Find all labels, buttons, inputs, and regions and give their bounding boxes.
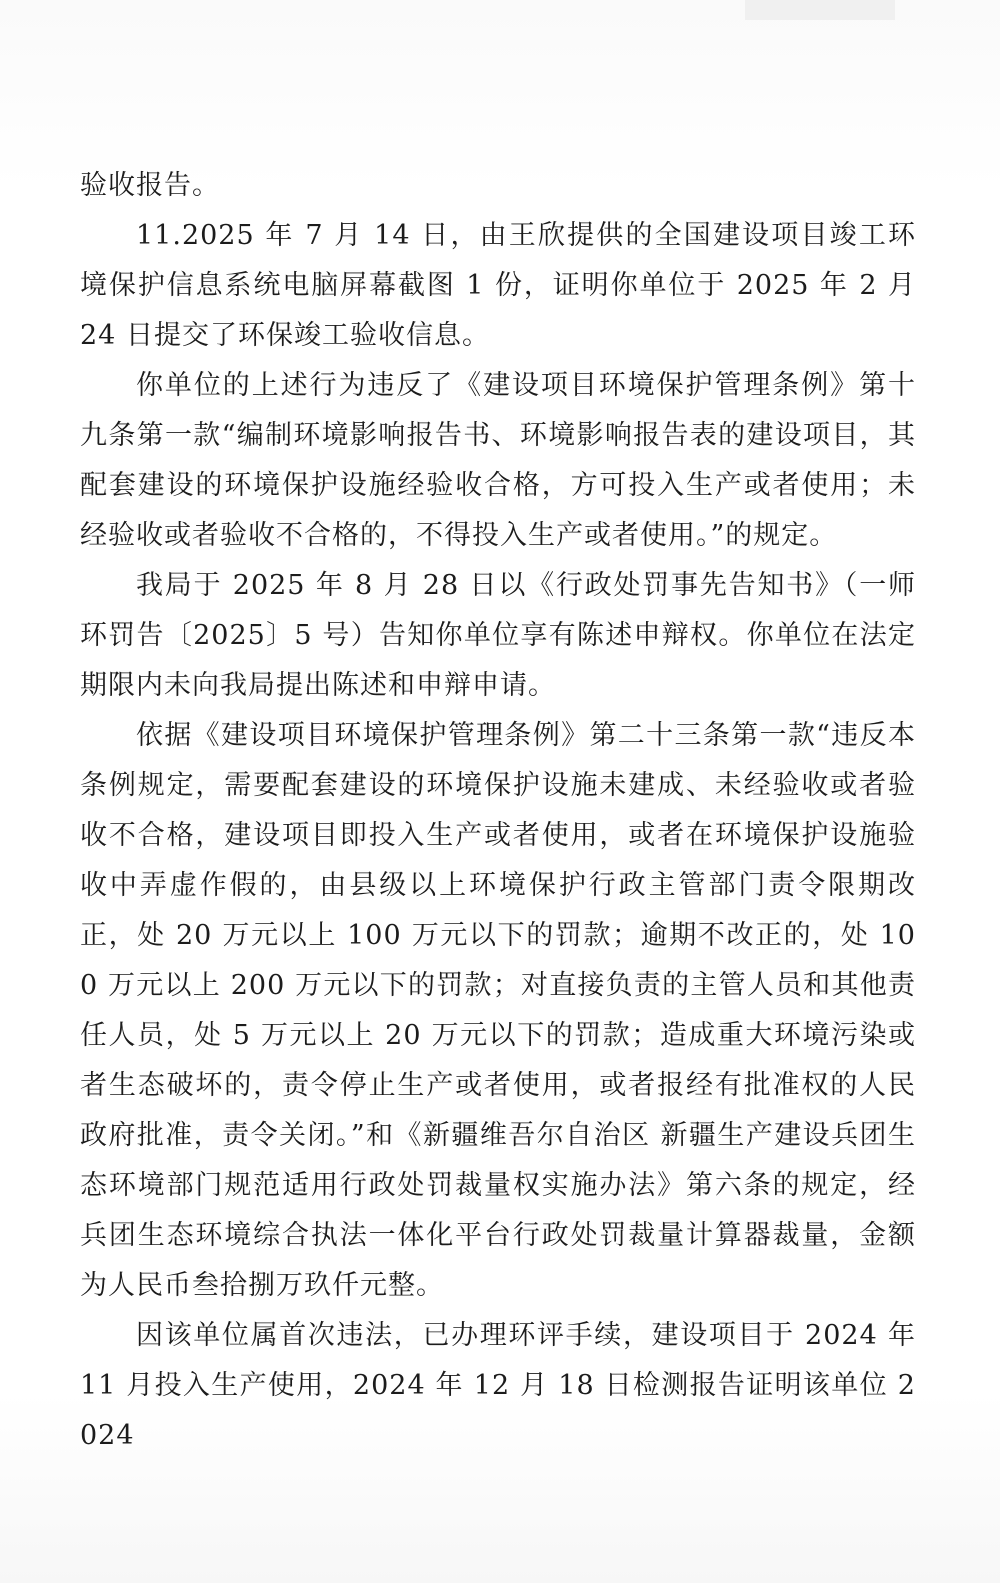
paragraph-violation: 你单位的上述行为违反了《建设项目环境保护管理条例》第十九条第一款“编制环境影响报告书、环境影响报告表的建设项目，其配套建设的环境保护设施经验收合格，方可投入生产或者使用；未经验收或者验收不合格的，不得投入生产或者使用。”的规定。 [80, 370, 916, 551]
paragraph-evidence-11: 11.2025 年 7 月 14 日，由王欣提供的全国建设项目竣工环境保护信息系统电脑屏幕截图 1 份，证明你单位于 2025 年 2 月 24 日提交了环保竣工验收信息。 [80, 220, 916, 351]
paragraph-mitigation: 因该单位属首次违法，已办理环评手续，建设项目于 2024 年 11 月投入生产使用，2024 年 12 月 18 日检测报告证明该单位 2024 [80, 1320, 916, 1451]
document-body [80, 161, 916, 1461]
paragraph-continuation: 验收报告。 [80, 170, 220, 201]
scan-shadow [745, 0, 895, 20]
paragraph-legal-basis: 依据《建设项目环境保护管理条例》第二十三条第一款“违反本条例规定，需要配套建设的环境保护设施未建成、未经验收或者验收不合格，建设项目即投入生产或者使用，或者在环境保护设施验收中弄虚作假的，由县级以上环境保护行政主管部门责令限期改正，处 20 万元以上 100 万元以下的罚款；逾期不改正的，处 100 万元以上 200 万元以下的罚款；对直接负责的主管人员和其他责任人员，处 5 万元以上 20 万元以下的罚款；造成重大环境污染或者生态破坏的，责令停止生产或者使用，或者报经有批准权的人民政府批准，责令关闭。”和《新疆维吾尔自治区 新疆生产建设兵团生态环境部门规范适用行政处罚裁量权实施办法》第六条的规定，经兵团生态环境综合执法一体化平台行政处罚裁量计算器裁量，金额为人民币叁拾捌万玖仟元整。 [80, 720, 916, 1301]
paragraph-prior-notice: 我局于 2025 年 8 月 28 日以《行政处罚事先告知书》（一师环罚告〔2025〕5 号）告知你单位享有陈述申辩权。你单位在法定期限内未向我局提出陈述和申辩申请。 [80, 570, 916, 701]
